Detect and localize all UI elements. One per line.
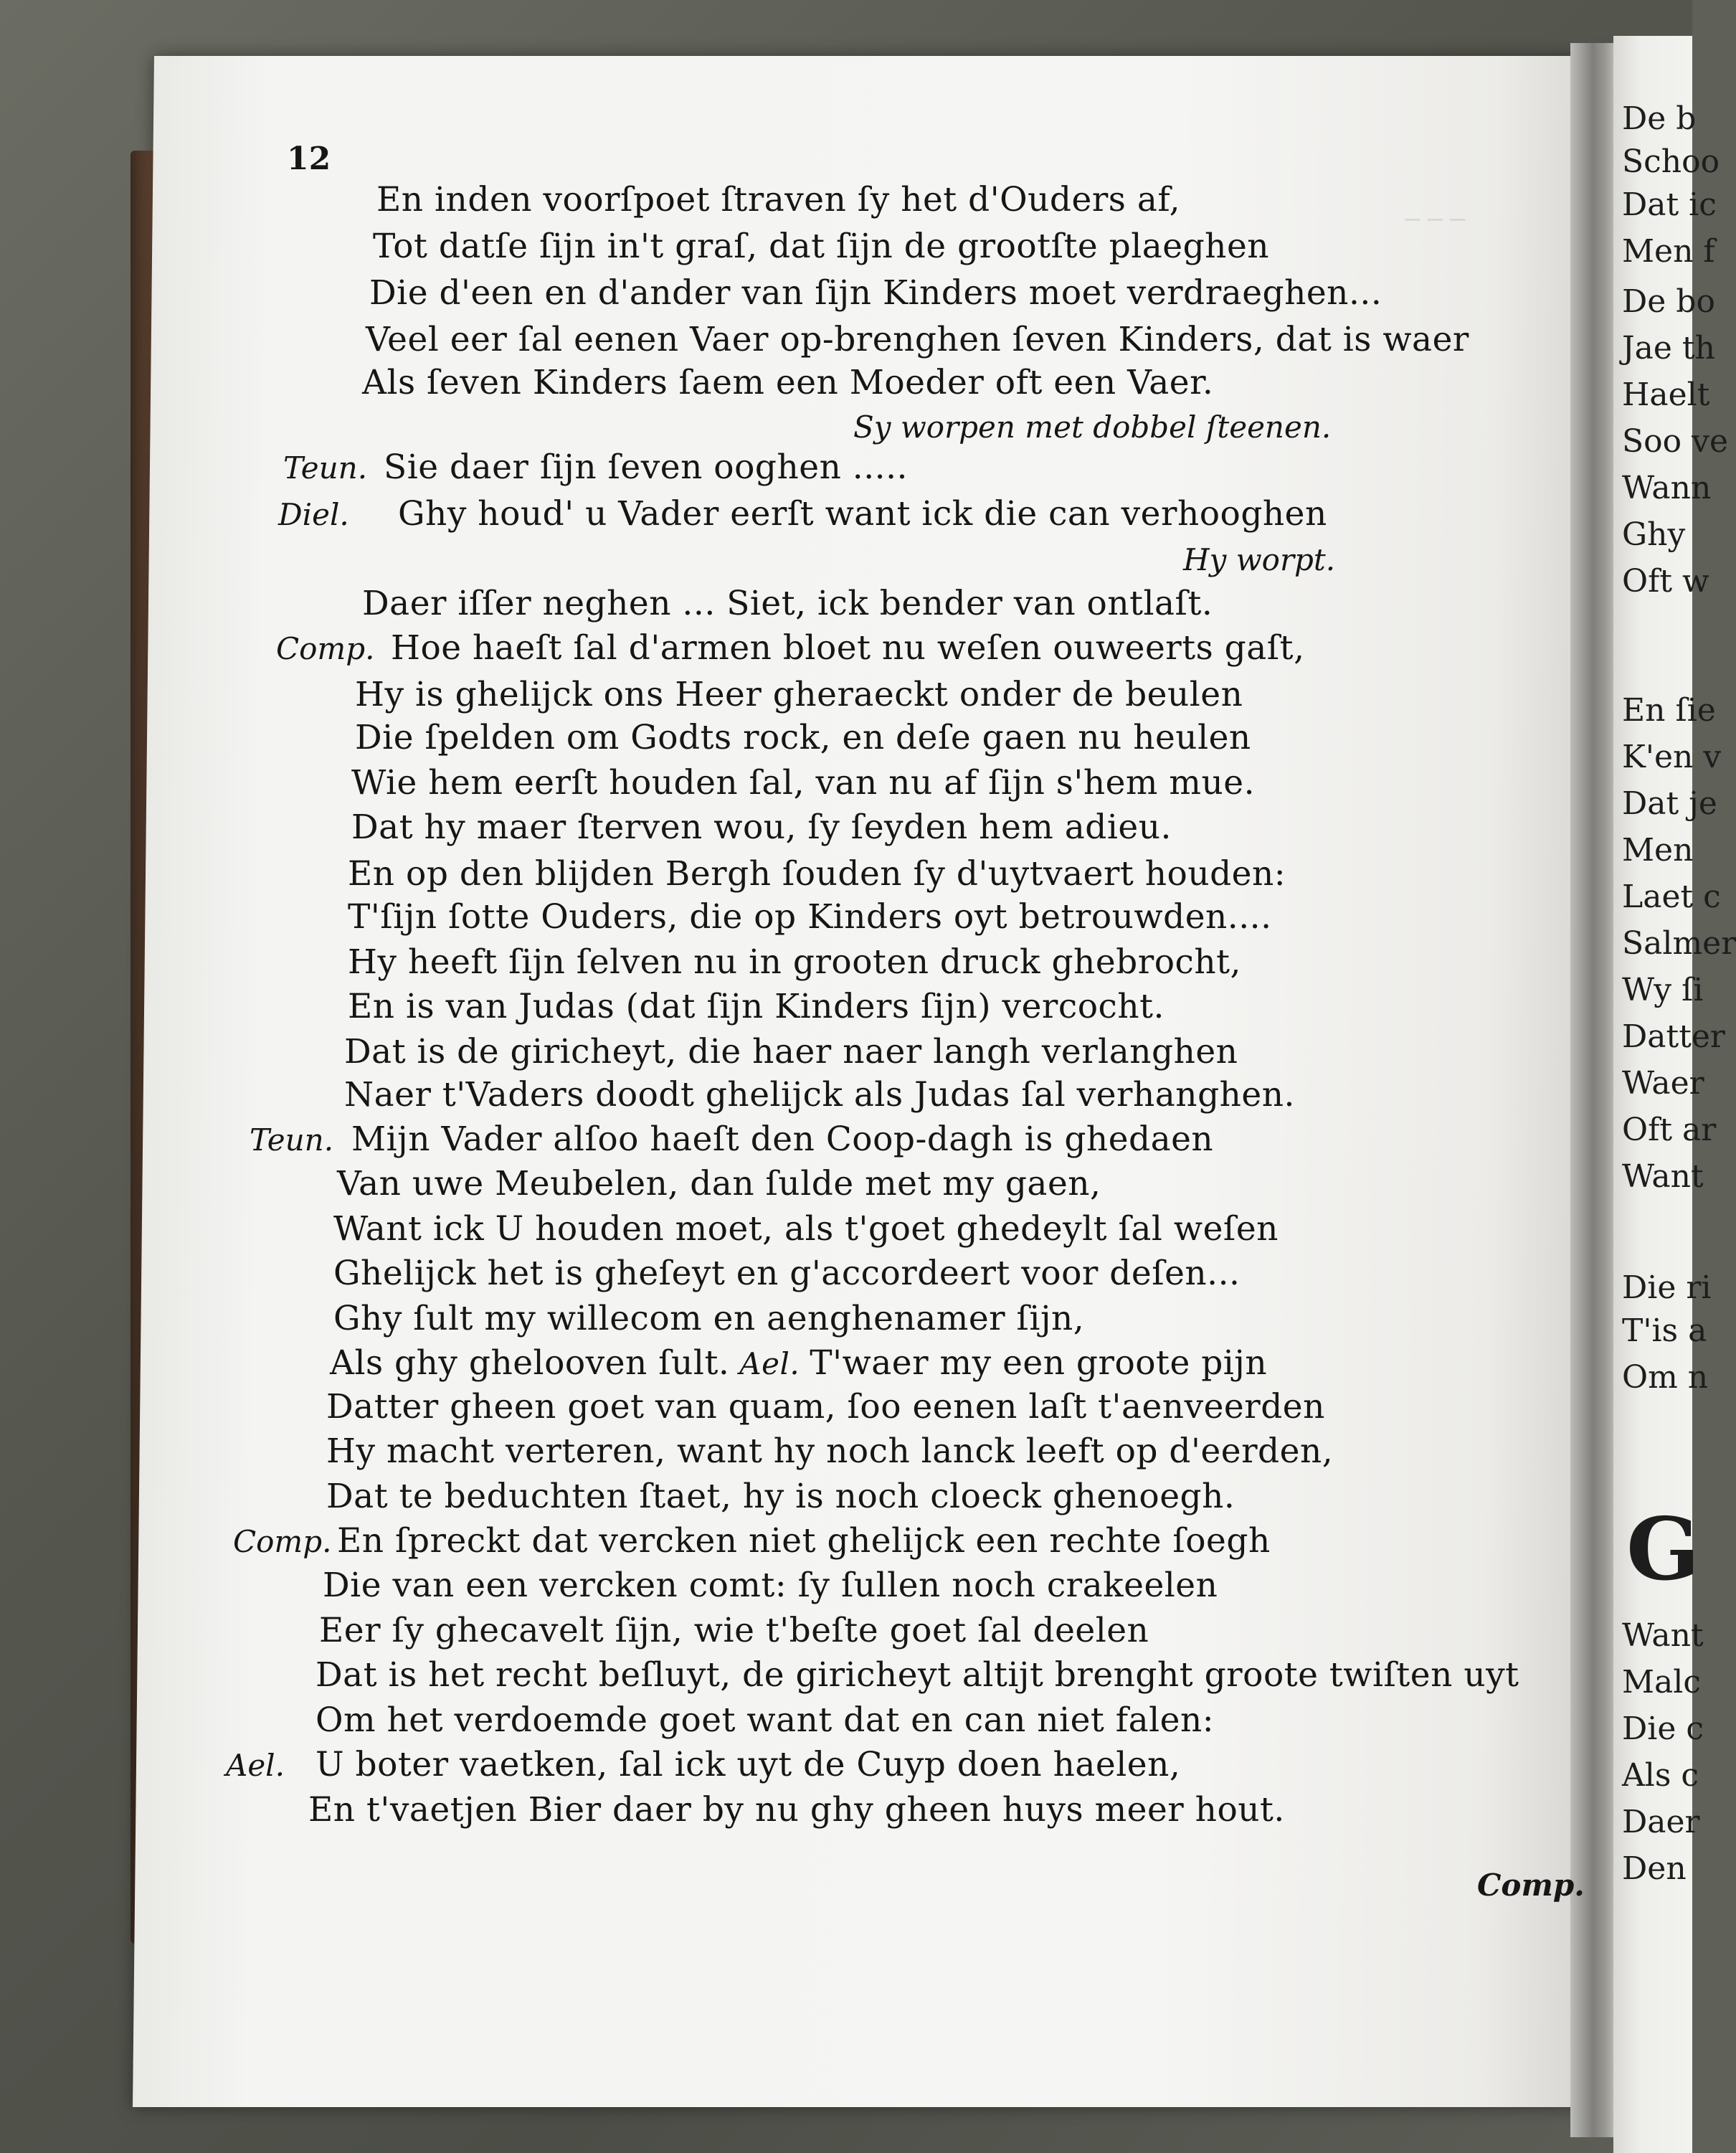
verse-text: Hy macht verteren, want hy noch lanck leeft op d'eerden, (326, 1432, 1334, 1471)
facing-page-fragment: Salmer (1622, 925, 1736, 962)
facing-page-fragment: Men (1622, 832, 1694, 869)
speaker-label: Ael. (226, 1748, 285, 1783)
facing-page-fragment: Malc (1622, 1664, 1701, 1700)
verse-text: En op den blijden Bergh ſouden ſy d'uytvaert houden: (348, 854, 1286, 894)
verse-line (308, 1790, 1285, 1830)
verse-line (333, 1254, 1241, 1293)
verse-text: Hoe haeſt ſal d'armen bloet nu weſen ouweerts gaſt, (391, 628, 1305, 668)
facing-page-fragment: Om n (1622, 1359, 1709, 1396)
facing-page-fragment: Wann (1622, 470, 1712, 506)
facing-page-fragment: Wy ſi (1622, 972, 1704, 1008)
facing-page-fragment: Daer (1622, 1804, 1700, 1840)
facing-page-fragment: Haelt (1622, 377, 1710, 413)
facing-page-fragment: Dat je (1622, 785, 1717, 822)
verse-line (351, 1120, 1214, 1159)
verse-text: Dat te beduchten ſtaet, hy is noch cloeck ghenoegh. (326, 1477, 1235, 1516)
verse-line (384, 448, 908, 487)
facing-page-fragment: Oft w (1622, 563, 1709, 600)
facing-page-fragment: Datter (1622, 1018, 1725, 1055)
verse-line (391, 628, 1305, 668)
facing-page-fragment: T'is a (1622, 1312, 1707, 1349)
verse-line (362, 584, 1213, 623)
speaker-label: Teun. (250, 1122, 334, 1158)
verse-line (330, 1343, 1268, 1383)
verse-text: Eer ſy ghecavelt ſijn, wie t'beſte goet ſal deelen (319, 1611, 1149, 1650)
verse-text: Om het verdoemde goet want dat en can niet falen: (316, 1700, 1215, 1740)
verse-text: Dat is de giricheyt, die haer naer langh verlanghen (344, 1032, 1238, 1071)
verse-line (351, 808, 1172, 847)
verse-text: Wie hem eerſt houden ſal, van nu af ſijn s'hem mue. (351, 763, 1256, 803)
facing-page-fragment: De bo (1622, 283, 1715, 320)
verse-line (348, 987, 1165, 1026)
verse-text: En t'vaetjen Bier daer by nu ghy gheen huys meer hout. (308, 1790, 1285, 1830)
verse-line (355, 718, 1251, 757)
speaker-label: Comp. (233, 1524, 332, 1559)
verse-text: Dat hy maer ſterven wou, ſy ſeyden hem adieu. (351, 808, 1172, 847)
verse-line (344, 1032, 1238, 1071)
verse-text: Ghelijck het is gheſeyt en g'accordeert voor deſen... (333, 1254, 1241, 1293)
verse-line (348, 942, 1241, 982)
verse-text: Van uwe Meubelen, dan ſulde met my gaen, (337, 1164, 1101, 1203)
facing-page-fragment: Want (1622, 1158, 1704, 1195)
facing-page-fragment: Jae th (1622, 330, 1715, 366)
verse-text: Mijn Vader alſoo haeſt den Coop-dagh is ghedaen (351, 1120, 1214, 1159)
verse-line (326, 1387, 1325, 1426)
verse-line (376, 180, 1181, 219)
facing-page-fragment: En ſie (1622, 692, 1716, 729)
verse-line (316, 1700, 1215, 1740)
verse-line (326, 1477, 1235, 1516)
verse-text: Als ſeven Kinders ſaem een Moeder oft een Vaer. (362, 363, 1214, 402)
verse-text: Daer iſſer neghen ... Siet, ick bender van ontlaſt. (362, 584, 1213, 623)
facing-page-fragment: K'en v (1622, 739, 1722, 775)
verse-text: Veel eer ſal eenen Vaer op-brenghen ſeven Kinders, dat is waer (366, 320, 1469, 359)
facing-page-fragment: Waer (1622, 1065, 1704, 1102)
verse-line (337, 1164, 1101, 1203)
verse-line (344, 1075, 1295, 1115)
verse-text: Als ghy ghelooven ſult. (330, 1343, 730, 1383)
verse-text: T'waer my een groote pijn (810, 1343, 1268, 1383)
facing-page-fragment: Laet c (1622, 879, 1721, 915)
verse-line (348, 897, 1272, 937)
verse-text: Dat is het recht beſluyt, de giricheyt altijt brenght groote twiſten uyt (316, 1655, 1519, 1695)
facing-page-fragment: Die ri (1622, 1269, 1712, 1306)
verse-line (337, 1521, 1271, 1561)
verse-line (351, 763, 1256, 803)
verse-text: Tot datſe ſijn in't graſ, dat ſijn de grootſte plaeghen (373, 227, 1270, 266)
catchword: Comp. (1477, 1868, 1585, 1903)
facing-page-fragment: Die c (1622, 1710, 1704, 1747)
verse-line (319, 1611, 1149, 1650)
facing-page-fragment: De b (1622, 100, 1697, 137)
verse-line (326, 1432, 1334, 1471)
facing-page-fragment: Men f (1622, 233, 1715, 270)
verse-line (369, 273, 1382, 313)
verse-line (316, 1745, 1181, 1784)
speaker-label: Comp. (276, 631, 375, 666)
verse-text: Hy heeft ſijn ſelven nu in grooten druck ghebrocht, (348, 942, 1241, 982)
page-number: 12 (287, 141, 331, 177)
facing-page-fragment: Als c (1622, 1757, 1699, 1794)
verse-line (323, 1566, 1218, 1605)
verse-text: Hy is ghelijck ons Heer gheraeckt onder de beulen (355, 675, 1243, 714)
verse-text: U boter vaetken, ſal ick uyt de Cuyp doen haelen, (316, 1745, 1181, 1784)
verse-line (355, 675, 1243, 714)
facing-page-fragment: Soo ve (1622, 423, 1729, 460)
verse-text: Die ſpelden om Godts rock, en deſe gaen nu heulen (355, 718, 1251, 757)
verse-text: Die van een vercken comt: ſy ſullen noch crakeelen (323, 1566, 1218, 1605)
facing-page-fragment: Ghy (1622, 516, 1686, 553)
verse-text: Sie daer ſijn ſeven ooghen ..... (384, 448, 908, 487)
verse-line (366, 320, 1469, 359)
verse-text: Ghy houd' u Vader eerſt want ick die can verhooghen (398, 494, 1327, 534)
verse-text: Naer t'Vaders doodt ghelijck als Judas ſal verhanghen. (344, 1075, 1295, 1115)
facing-page-fragment: Oft ar (1622, 1112, 1717, 1148)
facing-page-fragment: Schoo (1622, 143, 1720, 180)
verse-text: En ſpreckt dat vercken niet ghelijck een rechte ſoegh (337, 1521, 1271, 1561)
facing-page-fragment: G (1626, 1499, 1700, 1600)
facing-page-fragment: Want (1622, 1617, 1704, 1654)
verse-text: En is van Judas (dat ſijn Kinders ſijn) vercocht. (348, 987, 1165, 1026)
verse-line (348, 854, 1286, 894)
verse-line (316, 1655, 1519, 1695)
stage-direction: Hy worpt. (1183, 542, 1336, 577)
stage-direction: Sy worpen met dobbel ſteenen. (853, 410, 1332, 445)
verse-text: Ghy ſult my willecom en aenghenamer ſijn, (333, 1299, 1085, 1338)
verse-line (362, 363, 1214, 402)
verse-line (333, 1299, 1085, 1338)
verse-text: T'ſijn ſotte Ouders, die op Kinders oyt betrouwden.... (348, 897, 1272, 937)
verse-text: En inden voorſpoet ſtraven ſy het d'Ouders af, (376, 180, 1181, 219)
verse-line (398, 494, 1327, 534)
facing-page-fragment: Dat ic (1622, 186, 1717, 223)
speaker-label: Teun. (283, 450, 368, 486)
verse-text: Datter gheen goet van quam, ſoo eenen laſt t'aenveerden (326, 1387, 1325, 1426)
verse-line (373, 227, 1270, 266)
verse-line (333, 1209, 1279, 1249)
facing-page-fragment: Den (1622, 1850, 1687, 1887)
verse-text: Die d'een en d'ander van ſijn Kinders moet verdraeghen... (369, 273, 1382, 313)
verse-text: Want ick U houden moet, als t'goet ghedeylt ſal weſen (333, 1209, 1279, 1249)
speaker-label: Diel. (278, 497, 349, 532)
show-through-text: ─ ─ ─ (1405, 206, 1466, 235)
inline-speaker-label: Ael. (739, 1346, 800, 1381)
